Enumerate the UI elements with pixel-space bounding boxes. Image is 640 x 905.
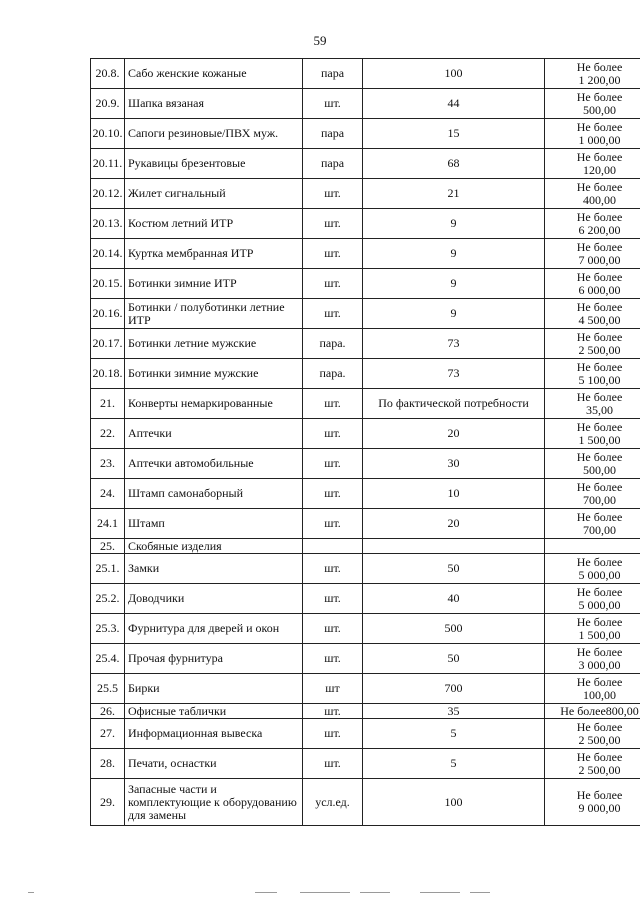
item-name: Аптечки автомобильные: [125, 449, 303, 479]
price-value: 1 000,00: [578, 132, 621, 147]
quantity: 73: [363, 329, 545, 359]
quantity: 21: [363, 179, 545, 209]
unit: шт.: [303, 614, 363, 644]
table-row: [91, 479, 640, 509]
table-row: [91, 59, 640, 89]
unit: шт.: [303, 239, 363, 269]
item-name: Рукавицы брезентовые: [125, 149, 303, 179]
table-row: [91, 179, 640, 209]
price: [545, 614, 640, 644]
item-name: Ботинки летние мужские: [125, 329, 303, 359]
row-number: 25.: [91, 539, 125, 554]
price: [545, 119, 640, 149]
table-row: [91, 89, 640, 119]
unit: усл.ед.: [303, 779, 363, 826]
price-value: 1 200,00: [578, 72, 621, 87]
price-label: Не более800,00: [560, 703, 639, 718]
table-row: [91, 269, 640, 299]
unit: шт.: [303, 719, 363, 749]
quantity: 9: [363, 269, 545, 299]
price: [545, 749, 640, 779]
price: [545, 704, 640, 719]
price-label: Не более: [576, 788, 623, 802]
unit: шт.: [303, 704, 363, 719]
price-value: 7 000,00: [578, 252, 621, 267]
table-row: [91, 449, 640, 479]
quantity: 44: [363, 89, 545, 119]
row-number: 24.1: [91, 509, 125, 539]
price-value: 400,00: [583, 192, 616, 207]
unit: пара.: [303, 359, 363, 389]
price-label: Не более: [576, 449, 623, 464]
price-value: 500,00: [583, 462, 616, 477]
price-label: Не более: [576, 299, 623, 314]
row-number: 28.: [91, 749, 125, 779]
table-row: [91, 749, 640, 779]
price: [545, 644, 640, 674]
price-label: Не более: [576, 509, 623, 524]
unit: шт.: [303, 749, 363, 779]
unit: шт.: [303, 584, 363, 614]
price: [545, 509, 640, 539]
table-row: [91, 539, 640, 554]
item-name: Замки: [125, 554, 303, 584]
row-number: 25.1.: [91, 554, 125, 584]
price: [545, 299, 640, 329]
quantity: 10: [363, 479, 545, 509]
price: [545, 719, 640, 749]
item-name: Доводчики: [125, 584, 303, 614]
price-label: Не более: [576, 614, 623, 629]
row-number: 25.5: [91, 674, 125, 704]
price-value: 1 500,00: [578, 432, 621, 447]
price-value: 4 500,00: [578, 312, 621, 327]
row-number: 25.4.: [91, 644, 125, 674]
quantity: 68: [363, 149, 545, 179]
page-number: 59: [313, 33, 327, 48]
item-name: Ботинки / полуботинки летние ИТР: [125, 299, 303, 329]
item-name: Костюм летний ИТР: [125, 209, 303, 239]
price-label: Не более: [576, 389, 623, 404]
price-value: 6 000,00: [578, 282, 621, 297]
item-name: Ботинки зимние мужские: [125, 359, 303, 389]
table-row: [91, 209, 640, 239]
price-label: Не более: [576, 674, 623, 689]
quantity: По фактической потребности: [363, 389, 545, 419]
table-row: [91, 509, 640, 539]
price-label: Не более: [576, 209, 623, 224]
price: [545, 239, 640, 269]
item-name: Информационная вывеска: [125, 719, 303, 749]
unit: шт.: [303, 554, 363, 584]
quantity: 9: [363, 209, 545, 239]
price: [545, 539, 640, 554]
item-name: Ботинки зимние ИТР: [125, 269, 303, 299]
row-number: 20.10.: [91, 119, 125, 149]
row-number: 21.: [91, 389, 125, 419]
price-value: 5 000,00: [578, 567, 621, 582]
price-label: Не более: [576, 179, 623, 194]
price-value: 100,00: [583, 687, 616, 702]
unit: шт.: [303, 89, 363, 119]
price-value: 5 000,00: [578, 597, 621, 612]
unit: пара.: [303, 329, 363, 359]
table-row: [91, 644, 640, 674]
quantity: 100: [363, 779, 545, 826]
quantity: 15: [363, 119, 545, 149]
item-name: Штамп самонаборный: [125, 479, 303, 509]
price-value: 1 500,00: [578, 627, 621, 642]
row-number: 29.: [91, 779, 125, 826]
price-value: 2 500,00: [578, 762, 621, 777]
price-label: Не более: [576, 149, 623, 164]
price-label: Не более: [576, 239, 623, 254]
item-name: Штамп: [125, 509, 303, 539]
row-number: 20.9.: [91, 89, 125, 119]
table-row: [91, 584, 640, 614]
row-number: 20.13.: [91, 209, 125, 239]
table-row: [91, 239, 640, 269]
row-number: 20.15.: [91, 269, 125, 299]
table-row: [91, 299, 640, 329]
quantity: 700: [363, 674, 545, 704]
row-number: 20.8.: [91, 59, 125, 89]
unit: шт.: [303, 209, 363, 239]
price: [545, 59, 640, 89]
item-name: Конверты немаркированные: [125, 389, 303, 419]
item-name: Офисные таблички: [125, 704, 303, 719]
unit: шт.: [303, 419, 363, 449]
price-value: 6 200,00: [578, 222, 621, 237]
price: [545, 149, 640, 179]
quantity: 9: [363, 239, 545, 269]
item-name: Бирки: [125, 674, 303, 704]
quantity: 5: [363, 749, 545, 779]
price: [545, 584, 640, 614]
quantity: 73: [363, 359, 545, 389]
footer-scan-marks: [0, 892, 640, 893]
table-row: [91, 329, 640, 359]
item-name: Сабо женские кожаные: [125, 59, 303, 89]
price-label: Не более: [576, 584, 623, 599]
unit: шт.: [303, 479, 363, 509]
price: [545, 269, 640, 299]
price-label: Не более: [576, 329, 623, 344]
items-table: [90, 58, 640, 826]
price: [545, 449, 640, 479]
unit: шт: [303, 674, 363, 704]
quantity: 20: [363, 509, 545, 539]
item-name: Жилет сигнальный: [125, 179, 303, 209]
price-value: 3 000,00: [578, 657, 621, 672]
quantity: 35: [363, 704, 545, 719]
unit: шт.: [303, 644, 363, 674]
price: [545, 329, 640, 359]
price-value: 2 500,00: [578, 732, 621, 747]
price: [545, 779, 640, 826]
price-label: Не более: [576, 269, 623, 284]
table-row: [91, 419, 640, 449]
row-number: 20.18.: [91, 359, 125, 389]
unit: шт.: [303, 449, 363, 479]
item-name: Аптечки: [125, 419, 303, 449]
price-value: 9 000,00: [578, 801, 621, 815]
price: [545, 209, 640, 239]
table-row: [91, 389, 640, 419]
price-label: Не более: [576, 89, 623, 104]
table-body: [91, 59, 640, 826]
price-label: Не более: [576, 119, 623, 134]
price: [545, 554, 640, 584]
row-number: 27.: [91, 719, 125, 749]
quantity: 100: [363, 59, 545, 89]
price-value: 700,00: [583, 522, 616, 537]
item-name: Прочая фурнитура: [125, 644, 303, 674]
quantity: 5: [363, 719, 545, 749]
unit: [303, 539, 363, 554]
unit: шт.: [303, 509, 363, 539]
row-number: 23.: [91, 449, 125, 479]
table-row: [91, 149, 640, 179]
price: [545, 359, 640, 389]
row-number: 22.: [91, 419, 125, 449]
price-label: Не более: [576, 644, 623, 659]
table-row: [91, 614, 640, 644]
price-label: Не более: [576, 419, 623, 434]
table-row: [91, 674, 640, 704]
row-number: 20.12.: [91, 179, 125, 209]
item-name: Фурнитура для дверей и окон: [125, 614, 303, 644]
quantity: 40: [363, 584, 545, 614]
price-value: 35,00: [586, 402, 613, 417]
table-row: [91, 704, 640, 719]
price-label: Не более: [576, 749, 623, 764]
table-row: [91, 779, 640, 826]
quantity: 20: [363, 419, 545, 449]
table-row: [91, 119, 640, 149]
item-name: Куртка мембранная ИТР: [125, 239, 303, 269]
price: [545, 89, 640, 119]
unit: шт.: [303, 269, 363, 299]
unit: пара: [303, 59, 363, 89]
price-label: Не более: [576, 59, 623, 74]
quantity: [363, 539, 545, 554]
unit: шт.: [303, 389, 363, 419]
row-number: 25.2.: [91, 584, 125, 614]
item-name: Сапоги резиновые/ПВХ муж.: [125, 119, 303, 149]
unit: пара: [303, 149, 363, 179]
item-name: Запасные части и комплектующие к оборудованию для замены: [125, 779, 303, 826]
quantity: 50: [363, 554, 545, 584]
unit: шт.: [303, 299, 363, 329]
row-number: 26.: [91, 704, 125, 719]
quantity: 30: [363, 449, 545, 479]
price-label: Не более: [576, 554, 623, 569]
price-label: Не более: [576, 479, 623, 494]
table-row: [91, 719, 640, 749]
table-row: [91, 359, 640, 389]
price: [545, 479, 640, 509]
price-label: Не более: [576, 359, 623, 374]
price-value: 700,00: [583, 492, 616, 507]
item-name: Печати, оснастки: [125, 749, 303, 779]
price: [545, 179, 640, 209]
unit: пара: [303, 119, 363, 149]
price-value: 500,00: [583, 102, 616, 117]
price: [545, 389, 640, 419]
price: [545, 674, 640, 704]
table-row: [91, 554, 640, 584]
quantity: 9: [363, 299, 545, 329]
price-value: 120,00: [583, 162, 616, 177]
price-value: 5 100,00: [578, 372, 621, 387]
row-number: 25.3.: [91, 614, 125, 644]
price: [545, 419, 640, 449]
price-label: Не более: [576, 719, 623, 734]
row-number: 20.14.: [91, 239, 125, 269]
row-number: 24.: [91, 479, 125, 509]
quantity: 50: [363, 644, 545, 674]
quantity: 500: [363, 614, 545, 644]
price-value: 2 500,00: [578, 342, 621, 357]
item-name: Скобяные изделия: [125, 539, 303, 554]
unit: шт.: [303, 179, 363, 209]
row-number: 20.17.: [91, 329, 125, 359]
row-number: 20.11.: [91, 149, 125, 179]
row-number: 20.16.: [91, 299, 125, 329]
item-name: Шапка вязаная: [125, 89, 303, 119]
